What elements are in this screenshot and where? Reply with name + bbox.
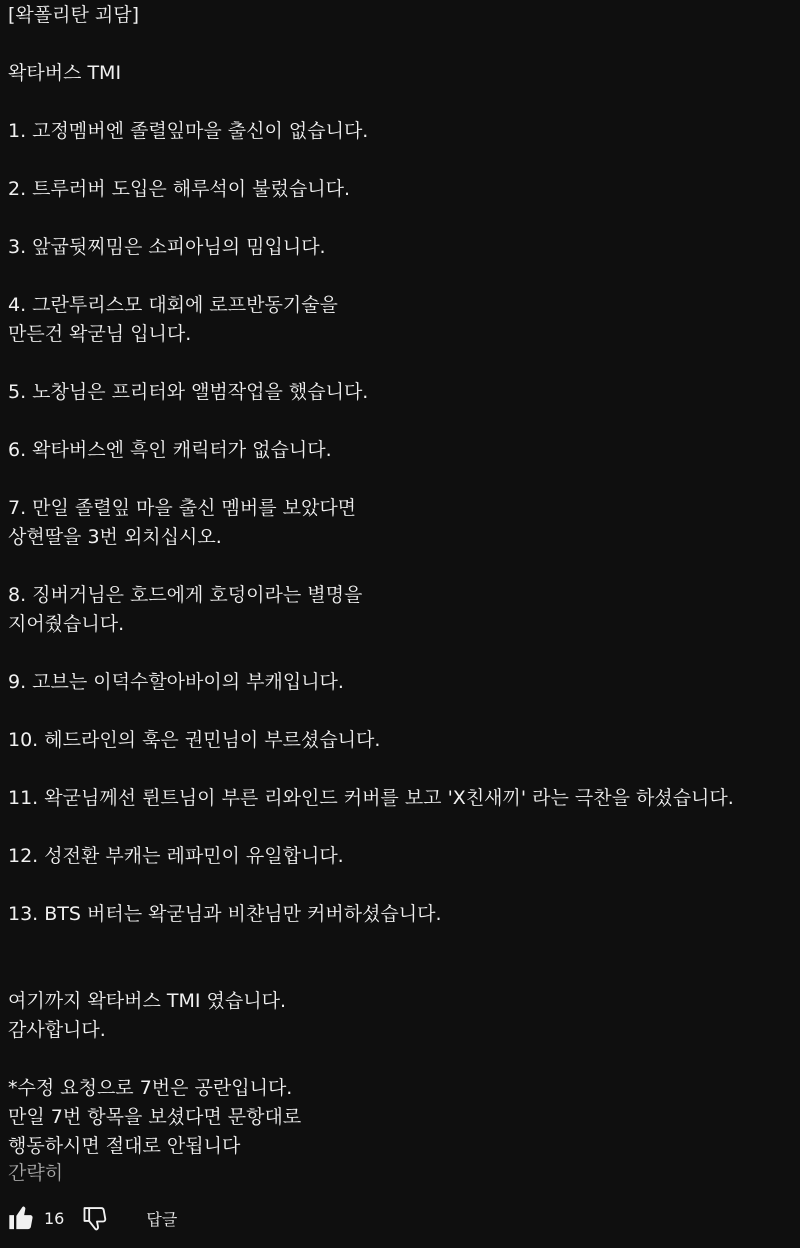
thumb-up-icon xyxy=(7,1204,35,1232)
comment-line: 상현딸을 3번 외치십시오. xyxy=(8,526,222,548)
blank-line xyxy=(8,958,792,987)
blank-line xyxy=(8,407,792,436)
comment-line: 10. 헤드라인의 훅은 권민님이 부르셨습니다. xyxy=(8,729,381,751)
blank-line xyxy=(8,88,792,117)
blank-line xyxy=(8,871,792,900)
show-less-button[interactable]: 간략히 xyxy=(8,1162,64,1184)
comment-line: 만일 7번 항목을 보셨다면 문항대로 xyxy=(8,1106,302,1128)
blank-line xyxy=(8,552,792,581)
blank-line xyxy=(8,465,792,494)
comment-line: 2. 트루러버 도입은 해루석이 불렀습니다. xyxy=(8,178,350,200)
comment-line: 왁타버스 TMI xyxy=(8,62,122,84)
comment-line: 4. 그란투리스모 대회에 로프반동기술을 xyxy=(8,294,338,316)
blank-line xyxy=(8,813,792,842)
blank-line xyxy=(8,755,792,784)
blank-line xyxy=(8,1045,792,1074)
comment-line: 9. 고브는 이덕수할아바이의 부캐입니다. xyxy=(8,671,344,693)
comment-line: 11. 왁굳님께선 륀트님이 부른 리와인드 커버를 보고 'X친새끼' 라는 극찬을 하셨습니다. xyxy=(8,787,734,809)
comment-line: 만든건 왁굳님 입니다. xyxy=(8,323,192,345)
like-button[interactable] xyxy=(6,1203,36,1233)
blank-line xyxy=(8,697,792,726)
blank-line xyxy=(8,929,792,958)
comment-line: 지어줬습니다. xyxy=(8,613,125,635)
comment-line: 8. 징버거님은 호드에게 호덩이라는 별명을 xyxy=(8,584,363,606)
comment-line: 12. 성전환 부캐는 레파민이 유일합니다. xyxy=(8,845,344,867)
comment-line: 7. 만일 졸렬잎 마을 출신 멤버를 보았다면 xyxy=(8,497,357,519)
blank-line xyxy=(8,349,792,378)
thumb-down-icon xyxy=(81,1204,109,1232)
reply-button[interactable]: 답글 xyxy=(146,1209,178,1229)
blank-line xyxy=(8,30,792,59)
comment xyxy=(8,0,792,1161)
comment-line: 5. 노창님은 프리터와 앨범작업을 했습니다. xyxy=(8,381,369,403)
comment-line: *수정 요청으로 7번은 공란입니다. xyxy=(8,1077,293,1099)
comment-line: 3. 앞굽뒷찌밈은 소피아님의 밈입니다. xyxy=(8,236,326,258)
comment-line: 여기까지 왁타버스 TMI 였습니다. xyxy=(8,990,287,1012)
comment-line: 13. BTS 버터는 왁굳님과 비챤님만 커버하셨습니다. xyxy=(8,903,442,925)
blank-line xyxy=(8,262,792,291)
comment-line: [왁폴리탄 괴담] xyxy=(8,4,139,26)
dislike-button[interactable] xyxy=(80,1203,110,1233)
comment-actions xyxy=(6,1200,177,1236)
blank-line xyxy=(8,146,792,175)
blank-line xyxy=(8,639,792,668)
blank-line xyxy=(8,204,792,233)
comment-line: 6. 왁타버스엔 흑인 캐릭터가 없습니다. xyxy=(8,439,332,461)
like-count: 16 xyxy=(44,1208,65,1228)
comment-line: 행동하시면 절대로 안됩니다 xyxy=(8,1135,241,1157)
comment-text xyxy=(8,0,792,1161)
comment-line: 1. 고정멤버엔 졸렬잎마을 출신이 없습니다. xyxy=(8,120,369,142)
comment-line: 감사합니다. xyxy=(8,1019,106,1041)
